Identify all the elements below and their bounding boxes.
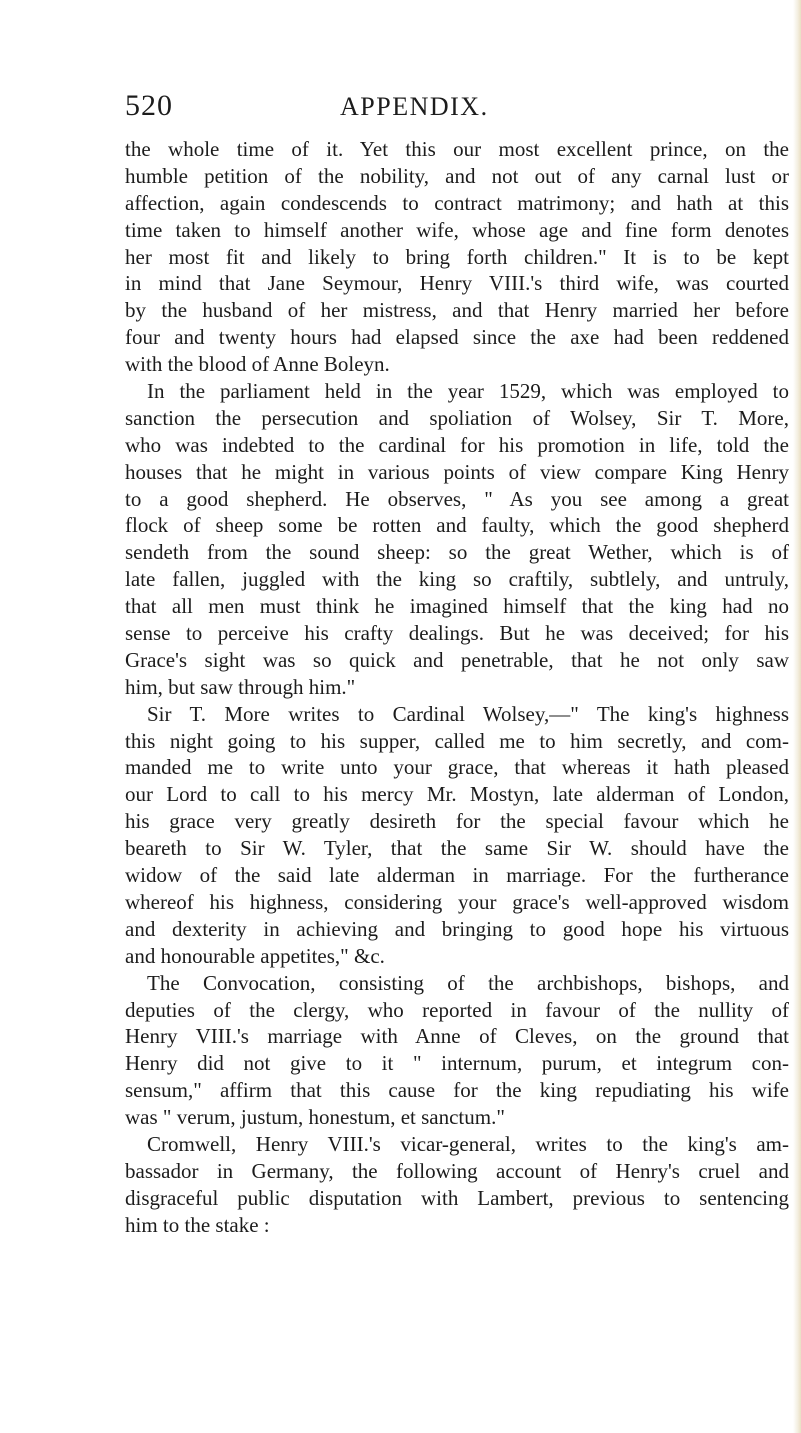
text-line: was " verum, justum, honestum, et sanctum." (125, 1105, 505, 1130)
text-line: his grace very greatly desireth for the special favour which he (125, 809, 789, 834)
text-line: her most fit and likely to bring forth children." It is to be kept (125, 244, 789, 269)
running-title: APPENDIX. (340, 92, 489, 121)
text-line: Henry VIII.'s marriage with Anne of Cleves, on the ground that (125, 1024, 789, 1049)
text-line: beareth to Sir W. Tyler, that the same Sir W. should have the (125, 836, 789, 861)
text-line: the whole time of it. Yet this our most excellent prince, on the (125, 137, 789, 161)
text-line: sanction the persecution and spoliation of Wolsey, Sir T. More, (125, 405, 789, 430)
text-line: sendeth from the sound sheep: so the great Wether, which is of (125, 540, 789, 565)
text-line: this night going to his supper, called me to him secretly, and com- (125, 728, 789, 753)
text-line: flock of sheep some be rotten and faulty, which the good shepherd (125, 513, 789, 538)
body-text (125, 136, 789, 1239)
text-line: in mind that Jane Seymour, Henry VIII.'s third wife, was courted (125, 271, 789, 296)
text-line: Henry did not give to it " internum, purum, et integrum con- (125, 1051, 789, 1076)
text-line: The Convocation, consisting of the archbishops, bishops, and (147, 970, 789, 995)
text-line: manded me to write unto your grace, that whereas it hath pleased (125, 755, 789, 780)
text-line: and honourable appetites," &c. (125, 943, 385, 968)
text-line: bassador in Germany, the following account of Henry's cruel and (125, 1158, 789, 1183)
text-line: sense to perceive his crafty dealings. But he was deceived; for his (125, 621, 789, 646)
text-line: disgraceful public disputation with Lambert, previous to sentencing (125, 1185, 789, 1210)
text-line: Cromwell, Henry VIII.'s vicar-general, writes to the king's am- (147, 1131, 789, 1156)
text-line: In the parliament held in the year 1529, which was employed to (147, 379, 789, 404)
page-number: 520 (125, 89, 173, 122)
text-line: that all men must think he imagined himself that the king had no (125, 594, 789, 619)
page-edge (793, 0, 801, 1433)
text-line: deputies of the clergy, who reported in favour of the nullity of (125, 997, 789, 1022)
text-line: with the blood of Anne Boleyn. (125, 352, 390, 377)
text-line: him, but saw through him." (125, 674, 356, 699)
text-line: who was indebted to the cardinal for his promotion in life, told the (125, 432, 789, 457)
text-line: by the husband of her mistress, and that Henry married her before (125, 298, 789, 323)
running-head (125, 86, 685, 126)
text-line: Grace's sight was so quick and penetrable, that he not only saw (125, 647, 789, 672)
text-line: late fallen, juggled with the king so craftily, subtlely, and untruly, (125, 567, 789, 592)
text-line: affection, again condescends to contract matrimony; and hath at this (125, 190, 789, 215)
text-line: whereof his highness, considering your grace's well-approved wisdom (125, 889, 789, 914)
text-line: to a good shepherd. He observes, " As you see among a great (125, 486, 789, 511)
text-line: humble petition of the nobility, and not out of any carnal lust or (125, 163, 789, 188)
text-line: time taken to himself another wife, whose age and fine form denotes (125, 217, 789, 242)
text-line: him to the stake : (125, 1212, 270, 1237)
text-line: widow of the said late alderman in marriage. For the furtherance (125, 863, 789, 888)
text-line: our Lord to call to his mercy Mr. Mostyn, late alderman of London, (125, 782, 789, 807)
text-line: Sir T. More writes to Cardinal Wolsey,—" The king's highness (147, 701, 789, 726)
text-line: and dexterity in achieving and bringing to good hope his virtuous (125, 916, 789, 941)
text-line: four and twenty hours had elapsed since the axe had been reddened (125, 325, 789, 350)
text-line: houses that he might in various points of view compare King Henry (125, 459, 789, 484)
text-line: sensum," affirm that this cause for the king repudiating his wife (125, 1078, 789, 1103)
